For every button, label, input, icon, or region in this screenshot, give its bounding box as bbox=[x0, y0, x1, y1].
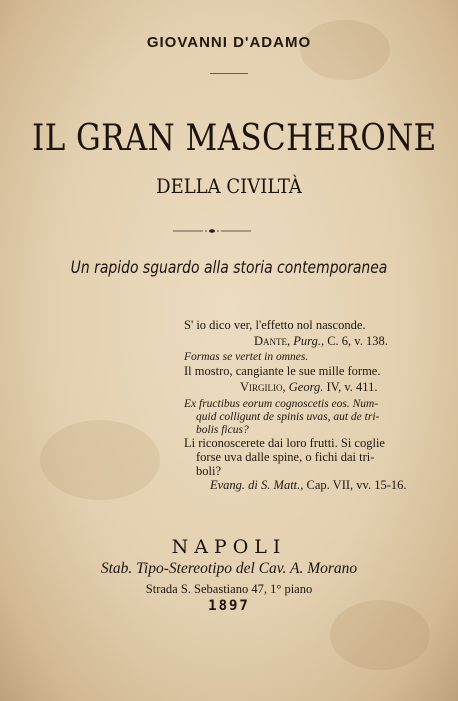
epigraph-1-source: Dante, Purg., C. 6, v. 138. bbox=[254, 334, 388, 348]
epigraph-2-text: Il mostro, cangiante le sue mille forme. bbox=[184, 364, 381, 378]
epigraph-2-author: Virgilio bbox=[240, 380, 283, 394]
title-line-1: IL GRAN MASCHERONE bbox=[32, 118, 437, 159]
imprint-year: 1897 bbox=[208, 598, 250, 614]
epigraph-2-source: Virgilio, Georg. IV, v. 411. bbox=[240, 380, 378, 394]
paper-stain bbox=[40, 420, 160, 500]
subtitle: Un rapido sguardo alla storia contemporanea bbox=[70, 258, 388, 278]
epigraph-2-work: Georg. bbox=[288, 380, 324, 394]
epigraph-3-text-line-2: forse uva dalle spine, o fichi dai tri- bbox=[196, 450, 375, 464]
epigraph-3-latin-line-3: bolis ficus? bbox=[196, 424, 249, 436]
divider-rule bbox=[210, 73, 248, 74]
epigraph-2-latin: Formas se vertet in omnes. bbox=[184, 351, 309, 363]
author-name: GIOVANNI D'ADAMO bbox=[146, 34, 312, 51]
epigraph-3-latin-line-2: quid colligunt de spinis uvas, aut de tri- bbox=[196, 411, 380, 423]
epigraph-1-ref: C. 6, v. 138. bbox=[327, 334, 388, 348]
epigraph-3-latin-line-1: Ex fructibus eorum cognoscetis eos. Num- bbox=[184, 398, 379, 410]
ornament-divider bbox=[173, 228, 251, 234]
imprint-press: Stab. Tipo-Stereotipo del Cav. A. Morano bbox=[100, 560, 358, 577]
epigraph-3-ref: Cap. VII, vv. 15-16. bbox=[306, 478, 407, 492]
epigraph-2-ref: IV, v. 411. bbox=[326, 380, 378, 394]
epigraph-3-text-line-1: Li riconoscerete dai loro frutti. Si coglie bbox=[184, 436, 385, 450]
epigraph-3-source bbox=[210, 478, 407, 493]
epigraph-3-work: Evang. di S. Matt., bbox=[210, 478, 304, 492]
epigraph-1-work: Purg., bbox=[293, 334, 325, 348]
title-line-2: DELLA CIVILTÀ bbox=[156, 174, 302, 198]
imprint-address: Strada S. Sebastiano 47, 1° piano bbox=[145, 582, 313, 596]
epigraph-1-author: Dante bbox=[254, 334, 288, 348]
epigraph-3-text-line-3: boli? bbox=[196, 464, 221, 478]
imprint-city: NAPOLI bbox=[171, 536, 287, 558]
epigraph-1-text: S' io dico ver, l'effetto nol nasconde. bbox=[184, 318, 366, 332]
